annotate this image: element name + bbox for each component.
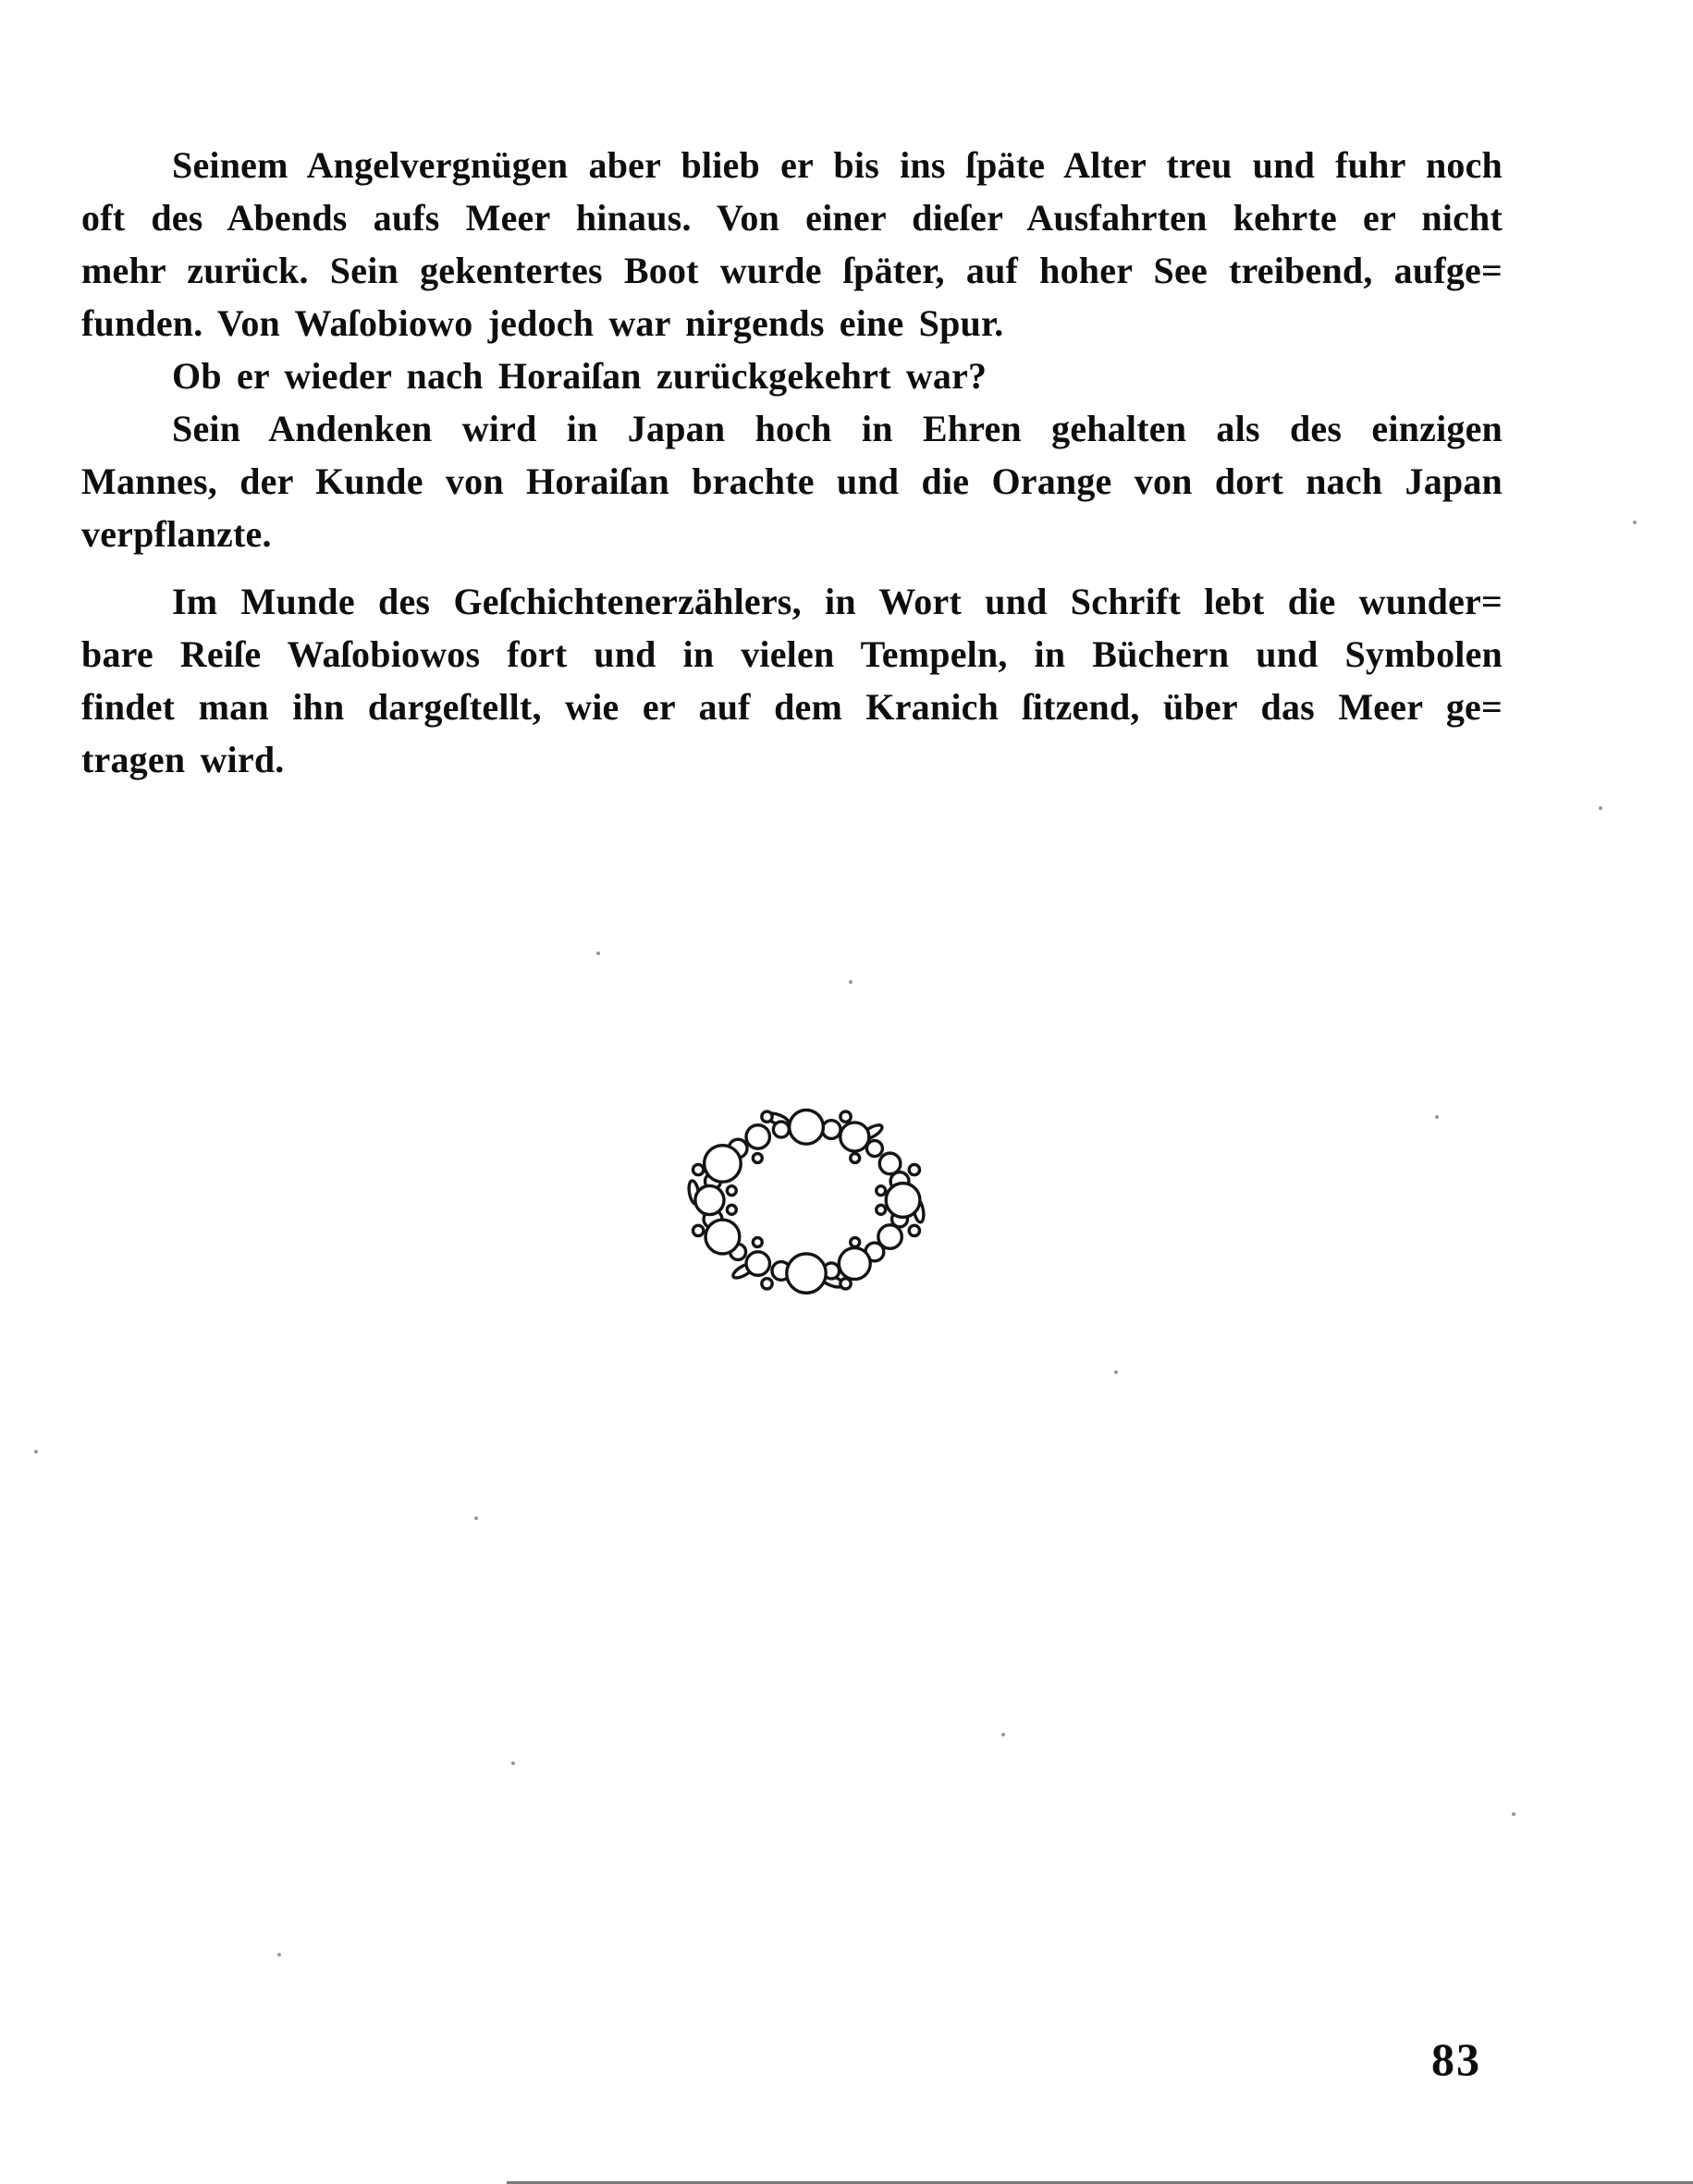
text-line: Sein Andenken wird in Japan hoch in Ehren gehalten als des einzigen xyxy=(172,408,1503,449)
text-line: Ob er wieder nach Horaiſan zurückgekehrt war? xyxy=(172,355,988,397)
paragraph xyxy=(81,575,1503,786)
text-line: mehr zurück. Sein gekentertes Boot wurde ſpäter, auf hoher See treibend, aufge= xyxy=(81,250,1503,291)
text-line: findet man ihn dargeſtellt, wie er auf dem Kranich ſitzend, über das Meer ge= xyxy=(81,686,1503,728)
paragraph xyxy=(81,402,1503,560)
text-line: Im Munde des Geſchichtenerzählers, in Wort und Schrift lebt die wunder= xyxy=(172,581,1503,622)
text-line: tragen wird. xyxy=(81,739,285,780)
body-text xyxy=(81,139,1503,786)
text-line: funden. Von Waſobiowo jedoch war nirgends eine Spur. xyxy=(81,302,1004,344)
paragraph xyxy=(81,139,1503,350)
text-line: Seinem Angelvergnügen aber blieb er bis ins ſpäte Alter treu und fuhr noch xyxy=(172,144,1503,186)
text-line: oft des Abends aufs Meer hinaus. Von einer dieſer Ausfahrten kehrte er nicht xyxy=(81,197,1503,239)
page-number: 83 xyxy=(1431,2033,1481,2085)
text-line: verpflanzte. xyxy=(81,513,272,555)
text-line: Mannes, der Kunde von Horaiſan brachte und die Orange von dort nach Japan xyxy=(81,460,1503,502)
fruit-wreath-ornament xyxy=(686,1102,926,1298)
paragraph xyxy=(81,350,1503,402)
text-line: bare Reiſe Waſobiowos fort und in vielen Tempeln, in Büchern und Symbolen xyxy=(81,633,1503,675)
